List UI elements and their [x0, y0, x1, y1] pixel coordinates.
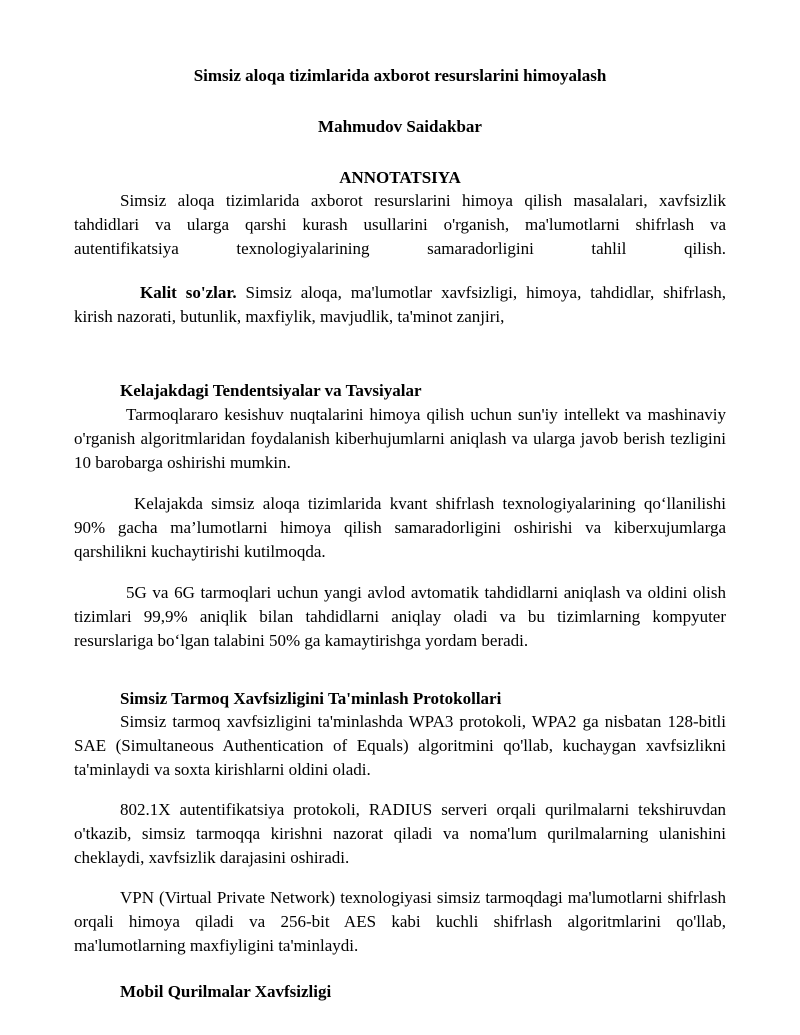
trends-paragraph-3: 5G va 6G tarmoqlari uchun yangi avlod avtomatik tahdidlarni aniqlash va oldini olish tizimlari 99,9% aniqlik bilan tahdidlarni aniqlay oladi va bu tizimlarning kompyuter resurslariga bo‘lgan talabini 50% ga kamaytirishga yordam beradi.: [74, 583, 726, 650]
keywords-label: Kalit so'zlar.: [140, 283, 237, 302]
abstract-heading: ANNOTATSIYA: [339, 168, 461, 187]
keywords-paragraph: [74, 281, 726, 329]
section-heading-trends: Kelajakdagi Tendentsiyalar va Tavsiyalar: [120, 381, 422, 400]
section-heading-protocols: Simsiz Tarmoq Xavfsizligini Ta'minlash Protokollari: [120, 689, 502, 708]
protocols-paragraph-3: VPN (Virtual Private Network) texnologiyasi simsiz tarmoqdagi ma'lumotlarni shifrlash orqali himoya qiladi va 256-bit AES kabi kuchli shifrlash algoritmlarini qo'llab, ma'lumotlarning maxfiyligini ta'minlaydi.: [74, 888, 726, 955]
document-title: Simsiz aloqa tizimlarida axborot resurslarini himoyalash: [193, 66, 607, 85]
keywords-text: Simsiz aloqa, ma'lumotlar xavfsizligi, himoya, tahdidlar, shifrlash, kirish nazorati, butunlik, maxfiylik, mavjudlik, ta'minot zanjiri,: [74, 283, 726, 326]
abstract-paragraph: Simsiz aloqa tizimlarida axborot resurslarini himoya qilish masalalari, xavfsizlik tahdidlari va ularga qarshi kurash usullarini o'rganish, ma'lumotlarni shifrlash va autentifikatsiya texnologiyalarining samaradorligini tahlil qilish.: [74, 191, 726, 258]
author-name: Mahmudov Saidakbar: [318, 117, 482, 136]
protocols-paragraph-1: Simsiz tarmoq xavfsizligini ta'minlashda WPA3 protokoli, WPA2 ga nisbatan 128-bitli SAE (Simultaneous Authentication of Equals) algoritmini qo'llab, kuchaygan xavfsizlikni ta'minlaydi va soxta kirishlarni oldini oladi.: [74, 712, 726, 779]
protocols-paragraph-2: 802.1X autentifikatsiya protokoli, RADIUS serveri orqali qurilmalarni tekshiruvdan o'tkazib, simsiz tarmoqqa kirishni nazorat qiladi va noma'lum qurilmalarning ulanishini cheklaydi, xavfsizlik darajasini oshiradi.: [74, 800, 726, 867]
trends-paragraph-2: Kelajakda simsiz aloqa tizimlarida kvant shifrlash texnologiyalarining qo‘llanilishi 90% gacha ma’lumotlarni himoya qilish samaradorligini oshirishi va kiberxujumlarga qarshilikni kuchaytirishi kutilmoqda.: [74, 494, 726, 561]
trends-paragraph-1: Tarmoqlararo kesishuv nuqtalarini himoya qilish uchun sun'iy intellekt va mashinaviy o'rganish algoritmlaridan foydalanish kiberhujumlarni aniqlash va ularga javob berish tezligini 10 barobarga oshirishi mumkin.: [74, 405, 726, 472]
section-heading-mobile: Mobil Qurilmalar Xavfsizligi: [120, 982, 332, 1001]
